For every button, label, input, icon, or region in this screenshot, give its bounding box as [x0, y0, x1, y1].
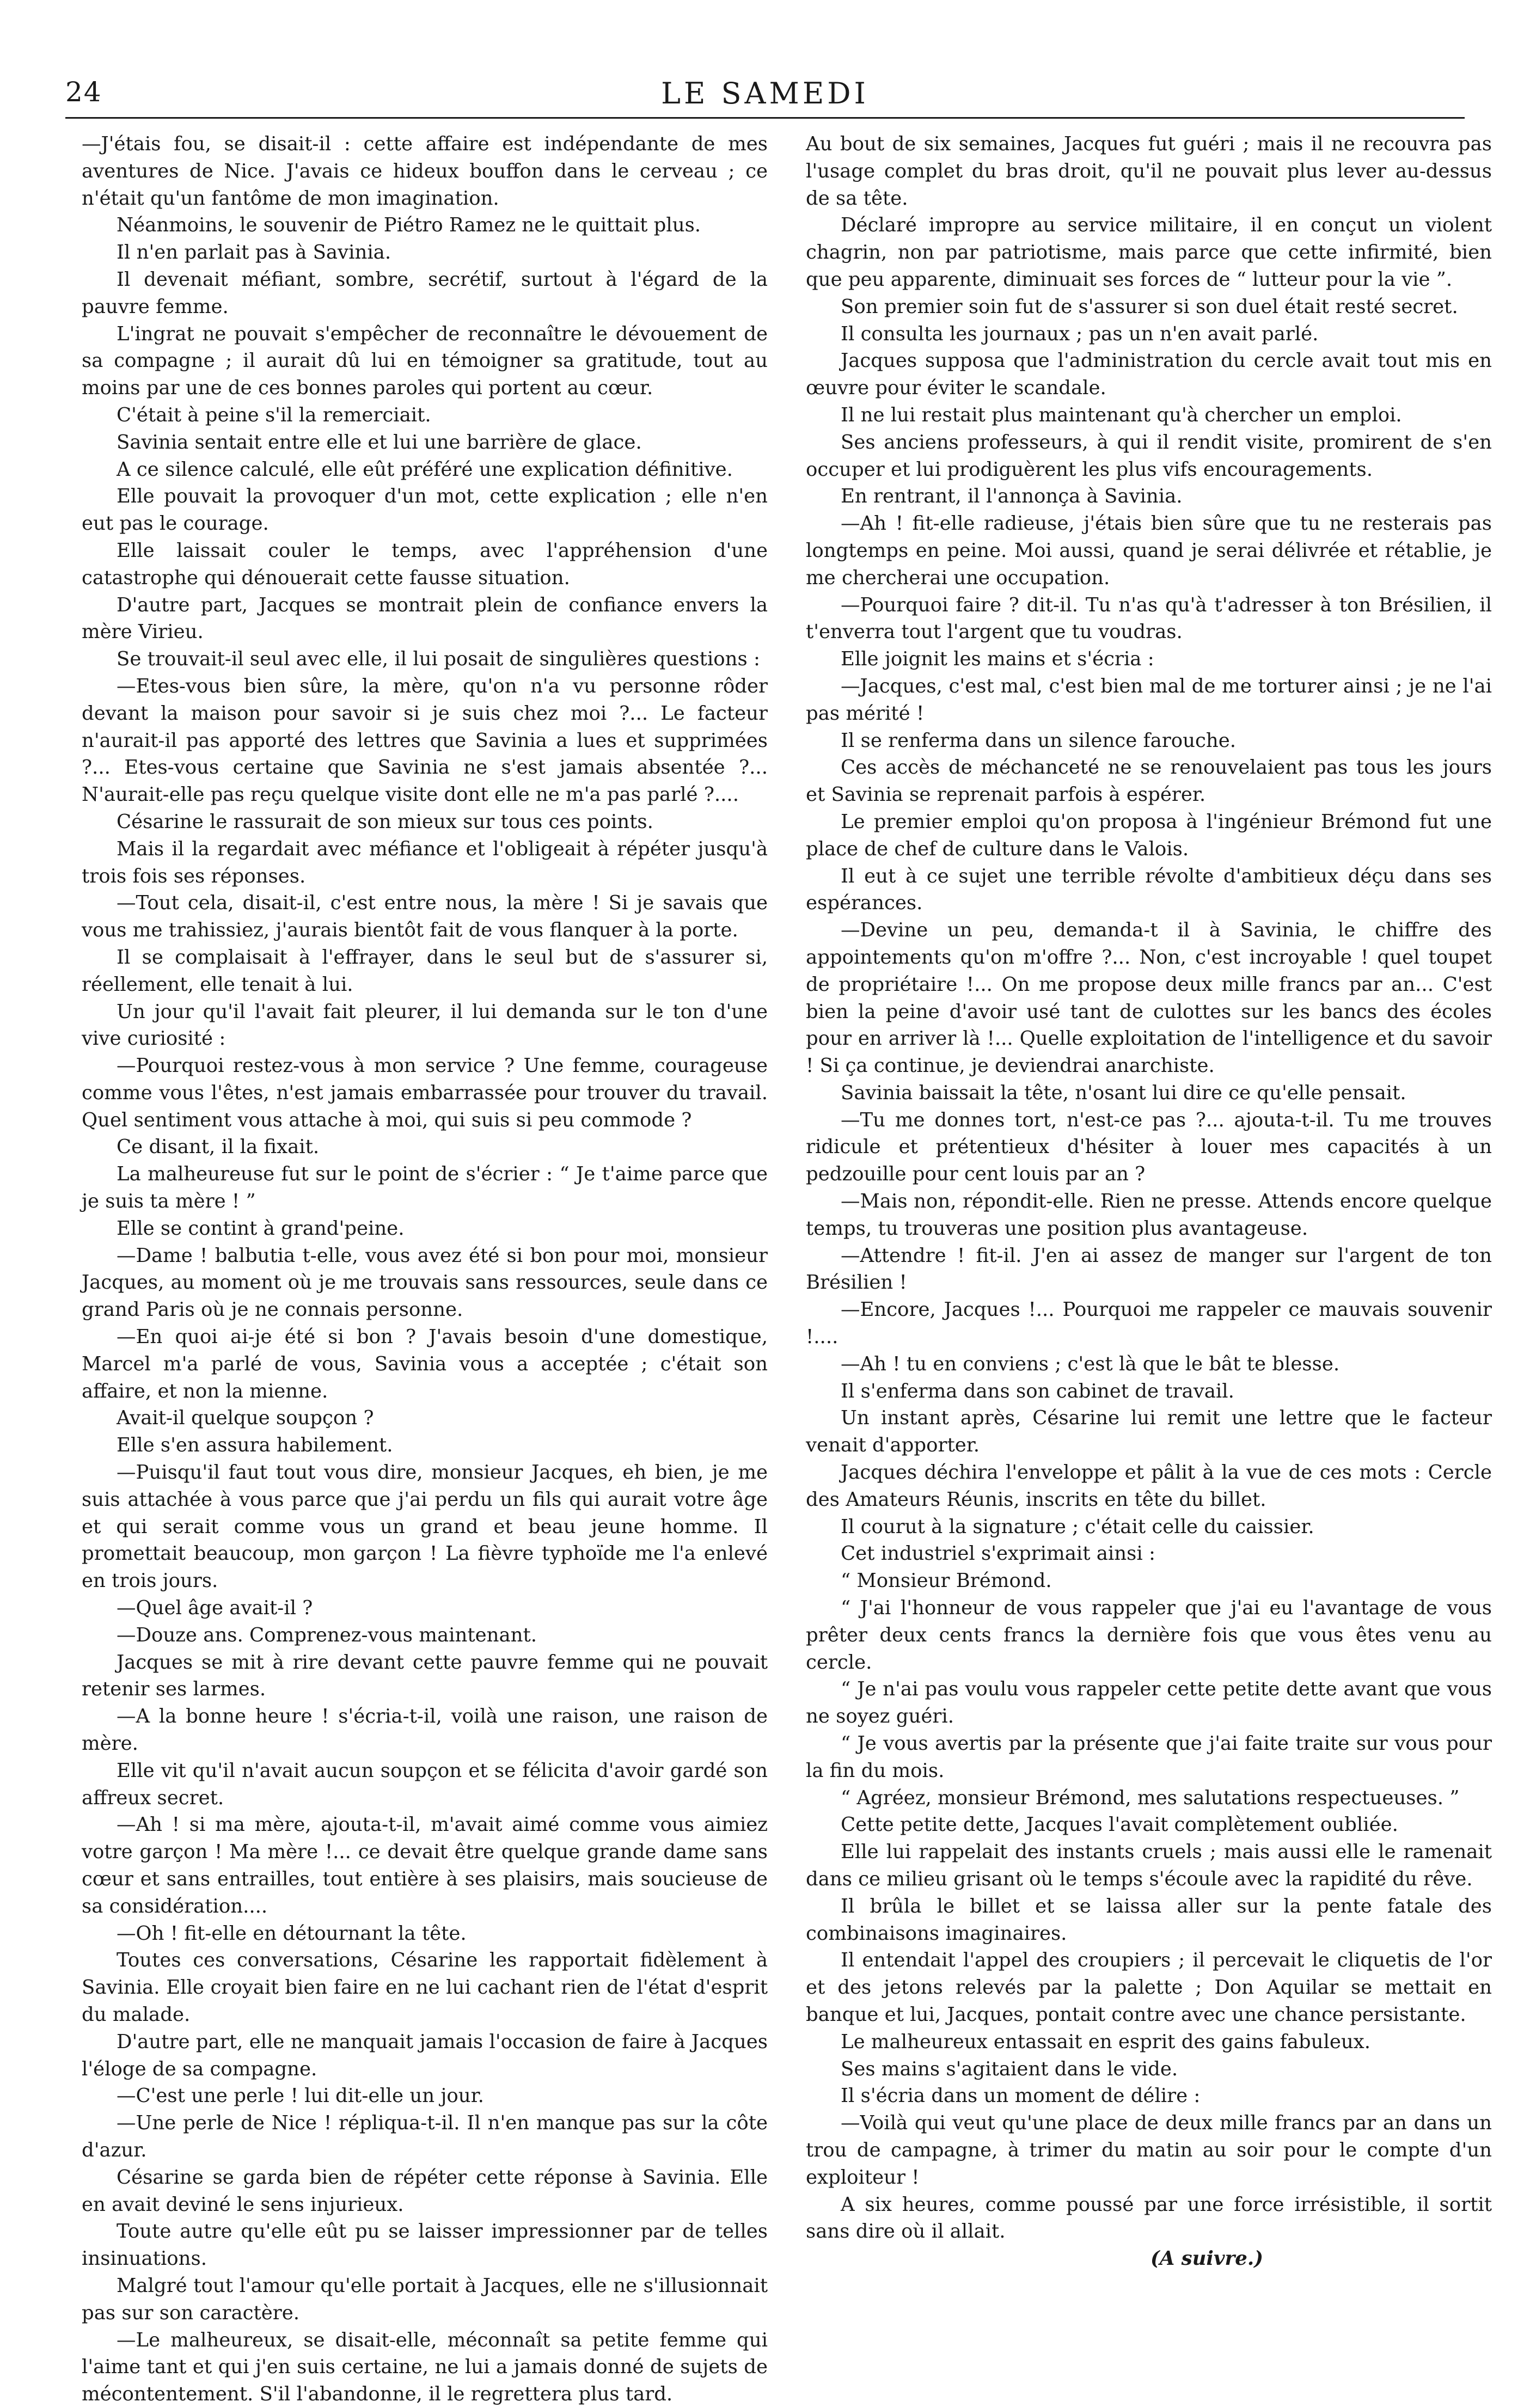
paragraph: —Oh ! fit-elle en détournant la tête.	[117, 1922, 467, 1945]
paragraph: Un instant après, Césarine lui remit une lettre que le facteur venait d'apporter.	[806, 1407, 1492, 1457]
paragraph: —Puisqu'il faut tout vous dire, monsieur Jacques, eh bien, je me suis attachée à vous parce que j'ai perdu un fils qui aurait votre âge et qui serait comme vous un grand et beau jeune homme. Il promettait beaucoup, mon garçon ! La fièvre typhoïde me l'a enlevé en trois jours.	[82, 1461, 768, 1592]
paragraph: Il n'en parlait pas à Savinia.	[117, 241, 391, 264]
paragraph: Il se complaisait à l'effrayer, dans le seul but de s'assurer si, réellement, elle tenait à lui.	[82, 946, 768, 996]
paragraph: “ Je vous avertis par la présente que j'ai faite traite sur vous pour la fin du mois.	[806, 1732, 1492, 1782]
paragraph: Son premier soin fut de s'assurer si son duel était resté secret.	[841, 295, 1458, 318]
paragraph: —Etes-vous bien sûre, la mère, qu'on n'a vu personne rôder devant la maison pour savoir si je suis chez moi ?... Le facteur n'aurait-il pas apporté des lettres que Savinia a lues et supprimées ?... Etes-vous certaine que Savinia ne s'est jamais absentée ?... N'aurait-elle pas reçu quelque visite dont elle ne m'a pas parlé ?....	[82, 675, 768, 806]
paragraph: C'était à peine s'il la remerciait.	[117, 403, 431, 426]
paragraph: Cette petite dette, Jacques l'avait complètement oubliée.	[841, 1813, 1398, 1836]
paragraph: L'ingrat ne pouvait s'empêcher de reconnaître le dévouement de sa compagne ; il aurait dû lui en témoigner sa gratitude, tout au moins par une de ces bonnes paroles qui portent au cœur.	[82, 322, 768, 400]
paragraph: —Ah ! si ma mère, ajouta-t-il, m'avait aimé comme vous aimiez votre garçon ! Ma mère !... ce devait être quelque grande dame sans cœur et sans entrailles, tout entière à ses plaisirs, mais soucieuse de sa considération....	[82, 1813, 768, 1917]
paragraph: —Attendre ! fit-il. J'en ai assez de manger sur l'argent de ton Brésilien !	[806, 1244, 1492, 1294]
paragraph: —Quel âge avait-il ?	[117, 1597, 313, 1620]
paragraph: Césarine le rassurait de son mieux sur tous ces points.	[117, 810, 653, 833]
paragraph: Il brûla le billet et se laissa aller sur la pente fatale des combinaisons imaginaires.	[806, 1895, 1492, 1945]
paragraph: Un jour qu'il l'avait fait pleurer, il lui demanda sur le ton d'une vive curiosité :	[82, 1000, 768, 1050]
paragraph: —J'étais fou, se disait-il : cette affaire est indépendante de mes aventures de Nice. J'avais ce hideux bouffon dans le cerveau ; ce n'était qu'un fantôme de mon imagination.	[82, 133, 768, 210]
paragraph: Ses anciens professeurs, à qui il rendit visite, promirent de s'en occuper et lui prodiguèrent les plus vifs encouragements.	[806, 431, 1492, 481]
paragraph: Au bout de six semaines, Jacques fut guéri ; mais il ne recouvra pas l'usage complet du bras droit, qu'il ne pouvait plus lever au-dessus de sa tête.	[806, 133, 1492, 210]
paragraph: Il courut à la signature ; c'était celle du caissier.	[841, 1515, 1314, 1538]
paragraph: —Douze ans. Comprenez-vous maintenant.	[117, 1623, 537, 1646]
paragraph: Cet industriel s'exprimait ainsi :	[841, 1542, 1155, 1565]
paragraph: Savinia baissait la tête, n'osant lui dire ce qu'elle pensait.	[841, 1081, 1406, 1104]
paragraph: Toutes ces conversations, Césarine les rapportait fidèlement à Savinia. Elle croyait bien faire en ne lui cachant rien de l'état d'esprit du malade.	[82, 1949, 768, 2026]
paragraph: —Tu me donnes tort, n'est-ce pas ?... ajouta-t-il. Tu me trouves ridicule et prétentieux d'hésiter à louer mes capacités à un pedzouille pour cent louis par an ?	[806, 1108, 1492, 1186]
journal-title: LE SAMEDI	[661, 76, 869, 111]
paragraph: Elle s'en assura habilement.	[117, 1434, 393, 1457]
header-rule	[65, 117, 1465, 119]
paragraph: —Dame ! balbutia t-elle, vous avez été si bon pour moi, monsieur Jacques, au moment où je me trouvais sans ressources, seule dans ce grand Paris où je ne connais personne.	[82, 1244, 768, 1321]
paragraph: “ Je n'ai pas voulu vous rappeler cette petite dette avant que vous ne soyez guéri.	[806, 1678, 1492, 1728]
paragraph: Il se renferma dans un silence farouche.	[841, 729, 1237, 752]
left-column	[82, 131, 768, 2408]
paragraph: Il s'enferma dans son cabinet de travail.	[841, 1380, 1234, 1402]
paragraph: En rentrant, il l'annonça à Savinia.	[841, 485, 1183, 508]
paragraph: Déclaré impropre au service militaire, il en conçut un violent chagrin, non par patriotisme, mais parce que cette infirmité, bien que peu apparente, diminuait ses forces de “ lutteur pour la vie ”.	[806, 214, 1492, 291]
paragraph: D'autre part, elle ne manquait jamais l'occasion de faire à Jacques l'éloge de sa compagne.	[82, 2030, 768, 2080]
paragraph: Néanmoins, le souvenir de Piétro Ramez ne le quittait plus.	[117, 214, 701, 237]
paragraph: Elle vit qu'il n'avait aucun soupçon et se félicita d'avoir gardé son affreux secret.	[82, 1759, 768, 1809]
paragraph: Elle pouvait la provoquer d'un mot, cette explication ; elle n'en eut pas le courage.	[82, 485, 768, 535]
page-number: 24	[65, 76, 102, 108]
paragraph: “ J'ai l'honneur de vous rappeler que j'ai eu l'avantage de vous prêter deux cents francs la dernière fois que vous êtes venu au cercle.	[806, 1597, 1492, 1674]
paragraph: —Devine un peu, demanda-t il à Savinia, le chiffre des appointements qu'on m'offre ?... Non, c'est incroyable ! quel toupet de propriétaire !... On me propose deux mille francs par an... C'est bien la peine d'avoir usé tant de culottes sur les bancs des écoles pour en arriver là !... Quelle exploitation de l'intelligence et du savoir ! Si ça continue, je deviendrai anarchiste.	[806, 919, 1492, 1077]
paragraph: Il eut à ce sujet une terrible révolte d'ambitieux déçu dans ses espérances.	[806, 865, 1492, 915]
paragraph: D'autre part, Jacques se montrait plein de confiance envers la mère Virieu.	[82, 593, 768, 644]
paragraph: Toute autre qu'elle eût pu se laisser impressionner par de telles insinuations.	[82, 2220, 768, 2270]
paragraph: —Pourquoi faire ? dit-il. Tu n'as qu'à t'adresser à ton Brésilien, il t'enverra tout l'argent que tu voudras.	[806, 593, 1492, 644]
paragraph: Ses mains s'agitaient dans le vide.	[841, 2057, 1178, 2080]
paragraph: Elle joignit les mains et s'écria :	[841, 648, 1154, 671]
paragraph: Il ne lui restait plus maintenant qu'à chercher un emploi.	[841, 403, 1402, 426]
paragraph: “ Agréez, monsieur Brémond, mes salutations respectueuses. ”	[841, 1786, 1460, 1809]
paragraph: Malgré tout l'amour qu'elle portait à Jacques, elle ne s'illusionnait pas sur son caractère.	[82, 2274, 768, 2324]
paragraph: Savinia sentait entre elle et lui une barrière de glace.	[117, 431, 642, 454]
paragraph: —Ah ! tu en conviens ; c'est là que le bât te blesse.	[841, 1352, 1340, 1375]
paragraph: —C'est une perle ! lui dit-elle un jour.	[117, 2085, 484, 2107]
paragraph: —A la bonne heure ! s'écria-t-il, voilà une raison, une raison de mère.	[82, 1705, 768, 1755]
paragraph: —En quoi ai-je été si bon ? J'avais besoin d'une domestique, Marcel m'a parlé de vous, Savinia vous a acceptée ; c'était son affaire, et non la mienne.	[82, 1326, 768, 1402]
right-column	[806, 131, 1492, 2272]
paragraph: Elle lui rappelait des instants cruels ; mais aussi elle le ramenait dans ce milieu grisant où le temps s'écoule avec la rapidité du rêve.	[806, 1841, 1492, 1890]
paragraph: Césarine se garda bien de répéter cette réponse à Savinia. Elle en avait deviné le sens injurieux.	[82, 2166, 768, 2216]
paragraph: Ces accès de méchanceté ne se renouvelaient pas tous les jours et Savinia se reprenait parfois à espérer.	[806, 756, 1492, 806]
paragraph: Elle laissait couler le temps, avec l'appréhension d'une catastrophe qui dénouerait cette fausse situation.	[82, 539, 768, 589]
page-header	[65, 65, 1465, 114]
paragraph: Il entendait l'appel des croupiers ; il percevait le cliquetis de l'or et des jetons relevés par la palette ; Don Aquilar se mettait en banque et lui, Jacques, pontait contre avec une chance persistante.	[806, 1949, 1492, 2026]
paragraph: Ce disant, il la fixait.	[117, 1136, 320, 1159]
paragraph: —Tout cela, disait-il, c'est entre nous, la mère ! Si je savais que vous me trahissiez, j'aurais bientôt fait de vous flanquer à la porte.	[82, 892, 768, 942]
paragraph: Se trouvait-il seul avec elle, il lui posait de singulières questions :	[117, 648, 760, 671]
to-be-continued: (A suivre.)	[1150, 2247, 1263, 2270]
paragraph: A ce silence calculé, elle eût préféré une explication définitive.	[117, 458, 733, 481]
paragraph: —Le malheureux, se disait-elle, méconnaît sa petite femme qui l'aime tant et qui j'en suis certaine, ne lui a jamais donné de sujets de mécontentement. S'il l'abandonne, il le regrettera plus tard.	[82, 2329, 768, 2406]
paragraph: —Encore, Jacques !... Pourquoi me rappeler ce mauvais souvenir !....	[806, 1298, 1492, 1349]
paragraph: Il devenait méfiant, sombre, secrétif, surtout à l'égard de la pauvre femme.	[82, 268, 768, 318]
paragraph: Jacques se mit à rire devant cette pauvre femme qui ne pouvait retenir ses larmes.	[82, 1651, 768, 1701]
paragraph: A six heures, comme poussé par une force irrésistible, il sortit sans dire où il allait.	[806, 2193, 1492, 2243]
paragraph: —Pourquoi restez-vous à mon service ? Une femme, courageuse comme vous l'êtes, n'est jamais embarrassée pour trouver du travail. Quel sentiment vous attache à moi, qui suis si peu commode ?	[82, 1055, 768, 1131]
paragraph: —Jacques, c'est mal, c'est bien mal de me torturer ainsi ; je ne l'ai pas mérité !	[806, 675, 1492, 725]
paragraph: —Une perle de Nice ! répliqua-t-il. Il n'en manque pas sur la côte d'azur.	[82, 2112, 768, 2161]
paragraph: “ Monsieur Brémond.	[841, 1570, 1052, 1592]
paragraph: Mais il la regardait avec méfiance et l'obligeait à répéter jusqu'à trois fois ses réponses.	[82, 837, 768, 887]
paragraph: Il s'écria dans un moment de délire :	[841, 2085, 1201, 2107]
paragraph: Le premier emploi qu'on proposa à l'ingénieur Brémond fut une place de chef de culture dans le Valois.	[806, 810, 1492, 860]
paragraph: Elle se contint à grand'peine.	[117, 1217, 405, 1240]
paragraph: La malheureuse fut sur le point de s'écrier : “ Je t'aime parce que je suis ta mère ! ”	[82, 1163, 768, 1213]
paragraph: —Ah ! fit-elle radieuse, j'étais bien sûre que tu ne resterais pas longtemps en peine. Moi aussi, quand je serai délivrée et rétablie, je me chercherai une occupation.	[806, 512, 1492, 589]
paragraph: Il consulta les journaux ; pas un n'en avait parlé.	[841, 322, 1319, 345]
paragraph: Jacques déchira l'enveloppe et pâlit à la vue de ces mots : Cercle des Amateurs Réunis, inscrits en tête du billet.	[806, 1461, 1492, 1511]
paragraph: Le malheureux entassait en esprit des gains fabuleux.	[841, 2030, 1370, 2053]
paragraph: Jacques supposa que l'administration du cercle avait tout mis en œuvre pour éviter le scandale.	[806, 350, 1492, 400]
paragraph: —Voilà qui veut qu'une place de deux mille francs par an dans un trou de campagne, à trimer du matin au soir pour le compte d'un exploiteur !	[806, 2112, 1492, 2189]
paragraph: —Mais non, répondit-elle. Rien ne presse. Attends encore quelque temps, tu trouveras une position plus avantageuse.	[806, 1190, 1492, 1240]
paragraph: Avait-il quelque soupçon ?	[117, 1407, 374, 1430]
